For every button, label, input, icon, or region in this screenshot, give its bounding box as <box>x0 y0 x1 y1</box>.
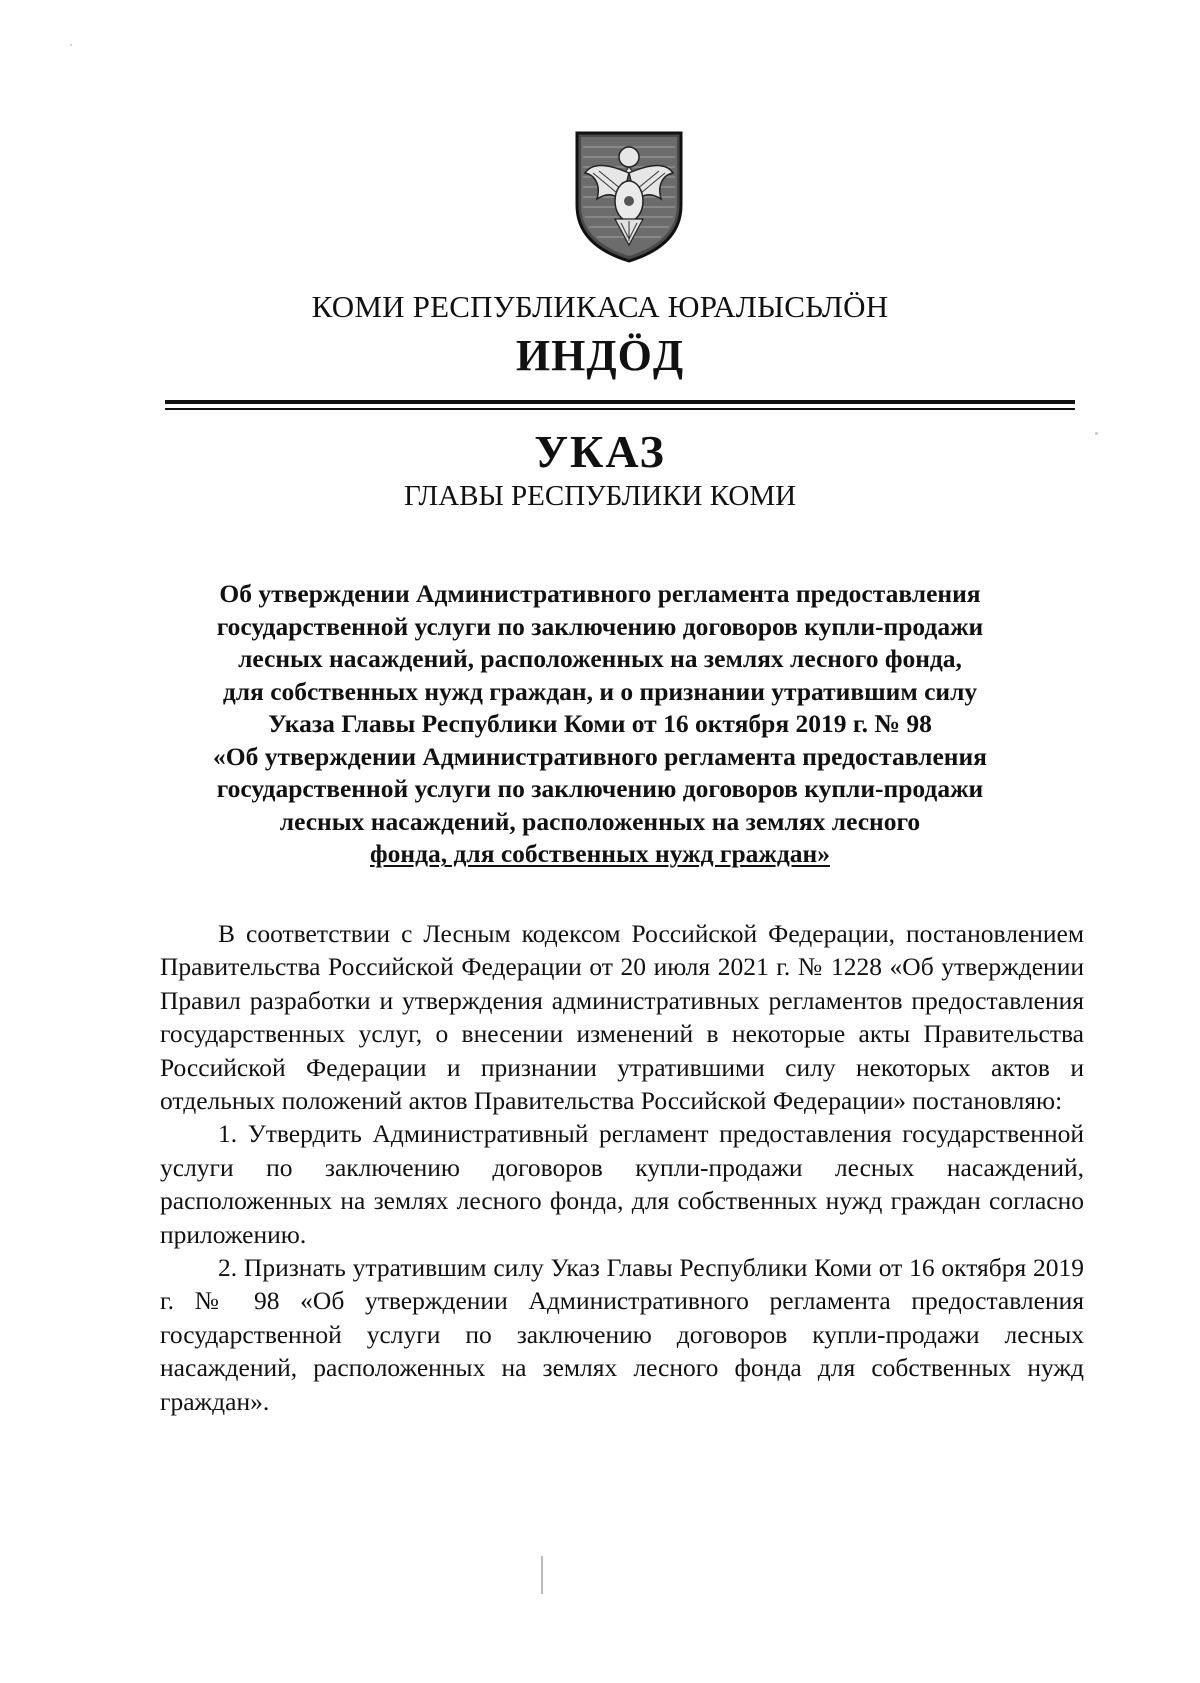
clause-2-paragraph: 2. Признать утратившим силу Указ Главы Республики Коми от 16 октября 2019 г. № 98 «Об утверждении Административного регламента предоставления государственной услуги по заключению договоров купли-продажи лесных насаждений, расположенных на землях лесного фонда для собственных нужд граждан». <box>160 1253 1084 1416</box>
scan-speck <box>1095 432 1098 435</box>
coat-of-arms-icon <box>571 127 687 265</box>
title-line: для собственных нужд граждан, и о признании утратившим силу <box>222 676 978 706</box>
title-line: Указа Главы Республики Коми от 16 октября 2019 г. № 98 <box>268 709 932 738</box>
title-line: Об утверждении Административного регламента предоставления <box>219 579 981 608</box>
title-line: государственной услуги по заключению договоров купли-продажи <box>216 611 984 641</box>
document-body <box>160 917 1084 1418</box>
header-divider-thin <box>165 408 1075 410</box>
preamble-paragraph: В соответствии с Лесным кодексом Российской Федерации, постановлением Правительства Российской Федерации от 20 июля 2021 г. № 1228 «Об утверждении Правил разработки и утверждения административных регламентов предоставления государственных услуг, о внесении изменений в некоторые акты Правительства Российской Федерации и признании утратившими силу некоторых актов и отдельных положений актов Правительства Российской Федерации» постановляю: <box>160 919 1084 1116</box>
scan-artifact-mark <box>541 1556 543 1594</box>
title-line: государственной услуги по заключению договоров купли-продажи <box>216 774 984 803</box>
clause-1-paragraph: 1. Утвердить Административный регламент предоставления государственной услуги по заключению договоров купли-продажи лесных насаждений, расположенных на землях лесного фонда, для собственных нужд граждан согласно приложению. <box>160 1119 1084 1249</box>
document-type: УКАЗ <box>534 426 666 477</box>
title-line: «Об утверждении Административного регламента предоставления <box>213 741 987 771</box>
title-line: лесных насаждений, расположенных на землях лесного <box>279 806 921 836</box>
title-line: лесных насаждений, расположенных на землях лесного фонда, <box>238 644 962 673</box>
issuing-authority: ГЛАВЫ РЕСПУБЛИКИ КОМИ <box>403 480 797 512</box>
authority-name-komi: КОМИ РЕСПУБЛИКАСА ЮРАЛЫСЬЛӦН <box>311 289 889 324</box>
document-title <box>0 578 1200 871</box>
title-line-underlined: фонда, для собственных нужд граждан» <box>370 839 830 868</box>
scan-speck <box>70 44 72 46</box>
document-type-komi: ИНДӦД <box>515 331 685 380</box>
header-divider-thick <box>165 400 1075 404</box>
